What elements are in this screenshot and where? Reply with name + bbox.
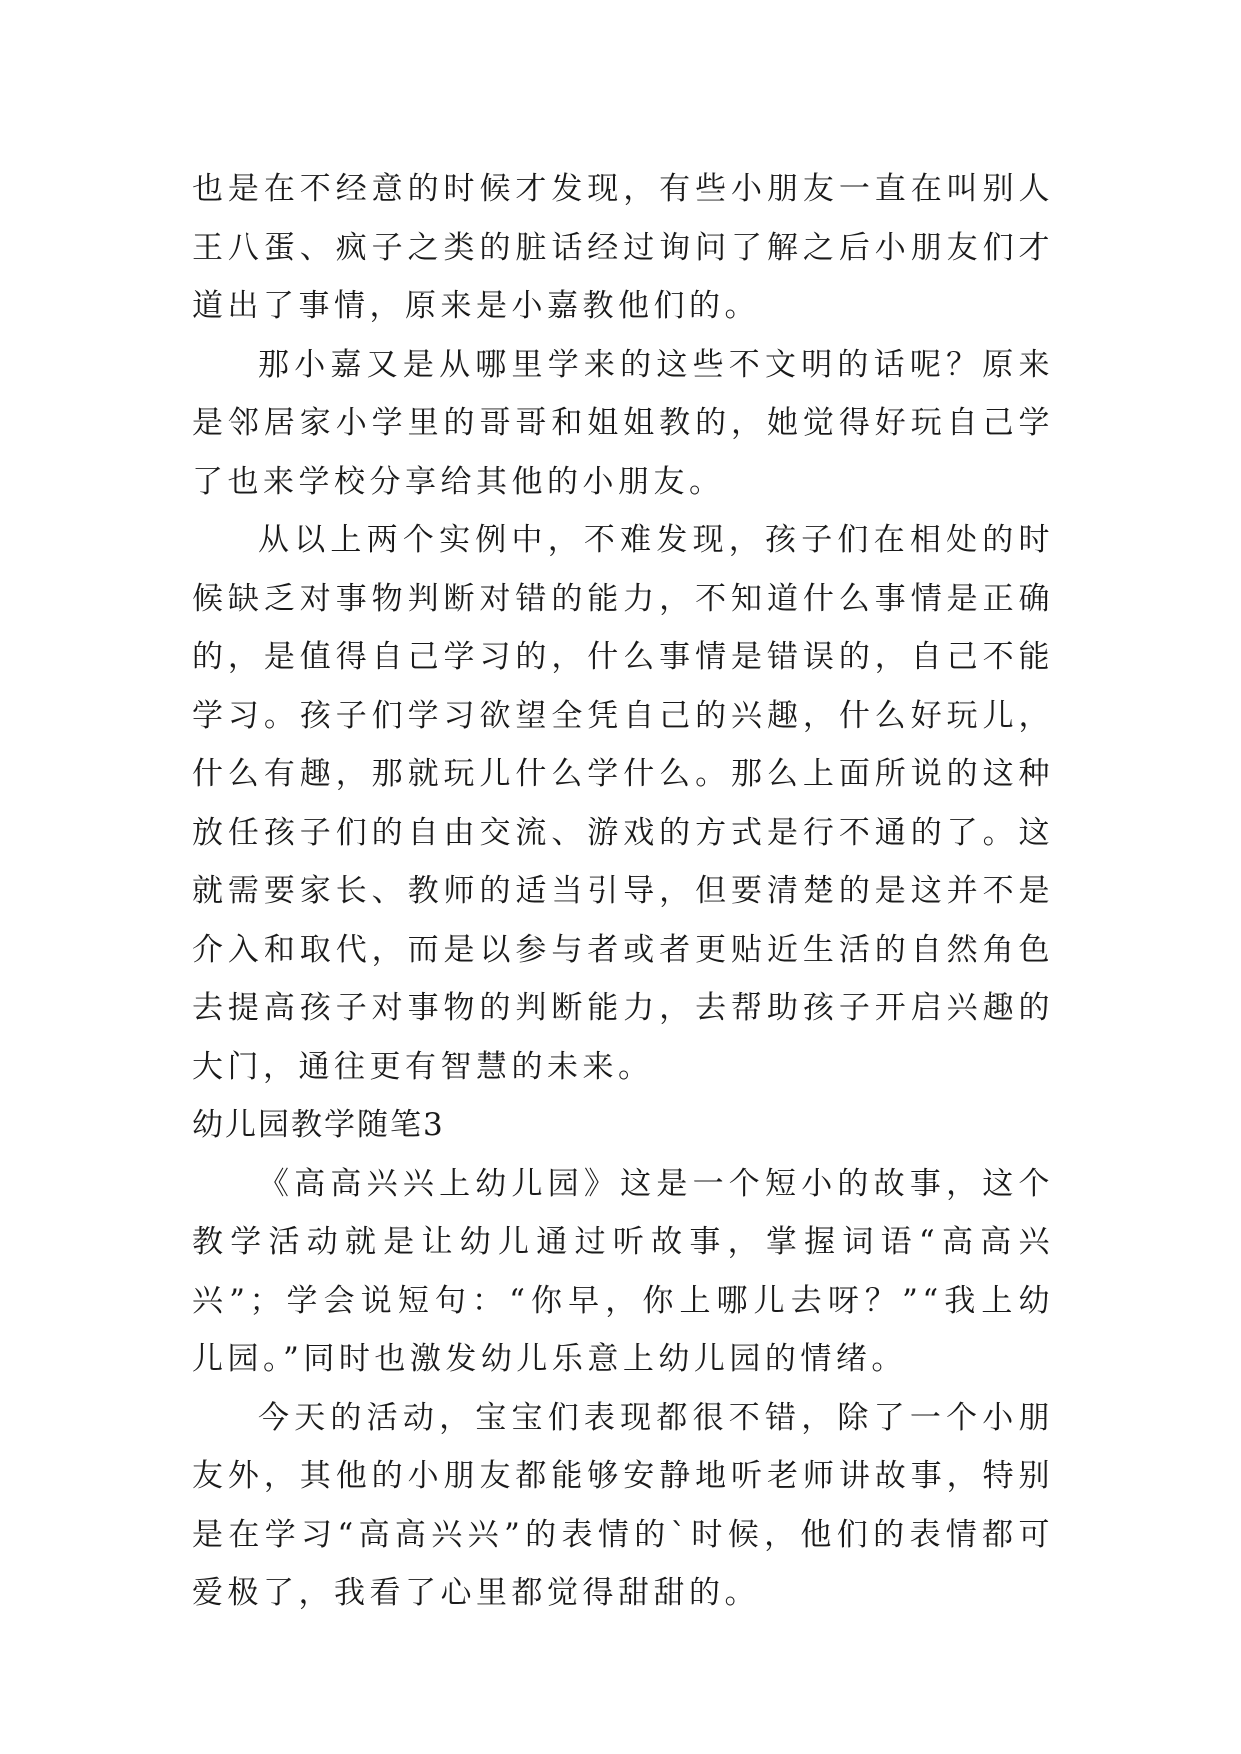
- paragraph-activity-reflection: 今天的活动，宝宝们表现都很不错，除了一个小朋友外，其他的小朋友都能够安静地听老师讲故事，特别是在学习“高高兴兴”的表情的`时候，他们的表情都可爱极了，我看了心里都觉得甜甜的。: [192, 1399, 1054, 1611]
- paragraph-analysis: 从以上两个实例中，不难发现，孩子们在相处的时候缺乏对事物判断对错的能力，不知道什么事情是正确的，是值得自己学习的，什么事情是错误的，自己不能学习。孩子们学习欲望全凭自己的兴趣，什么好玩儿，什么有趣，那就玩儿什么学什么。那么上面所说的这种放任孩子们的自由交流、游戏的方式是行不通的了。这就需要家长、教师的适当引导，但要清楚的是这并不是介入和取代，而是以参与者或者更贴近生活的自然角色去提高孩子对事物的判断能力，去帮助孩子开启兴趣的大门，通往更有智慧的未来。: [192, 522, 1054, 1085]
- section-title: 幼儿园教学随笔3: [192, 1107, 445, 1143]
- paragraph-origin-of-words: 那小嘉又是从哪里学来的这些不文明的话呢？原来是邻居家小学里的哥哥和姐姐教的，她觉得好玩自己学了也来学校分享给其他的小朋友。: [192, 346, 1054, 500]
- paragraph-continuation: 也是在不经意的时候才发现，有些小朋友一直在叫别人王八蛋、疯子之类的脏话经过询问了解之后小朋友们才道出了事情，原来是小嘉教他们的。: [192, 171, 1054, 324]
- document-body: [192, 160, 1054, 1623]
- paragraph-story-intro: 《高高兴兴上幼儿园》这是一个短小的故事，这个教学活动就是让幼儿通过听故事，掌握词语“高高兴兴”；学会说短句：“你早，你上哪儿去呀？”“我上幼儿园。”同时也激发幼儿乐意上幼儿园的情绪。: [192, 1165, 1054, 1377]
